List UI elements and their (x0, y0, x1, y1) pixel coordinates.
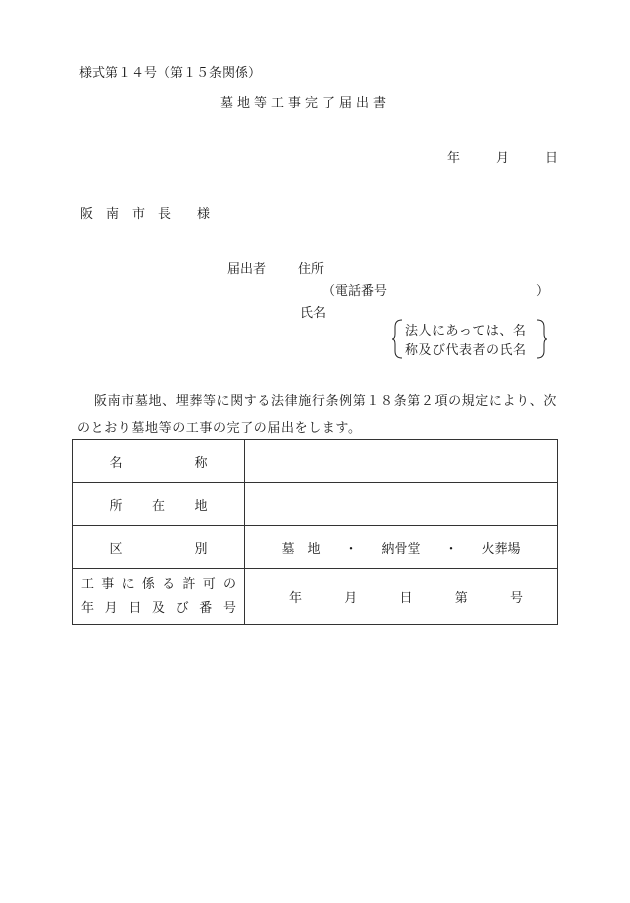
kind-separator: ・ (444, 541, 458, 557)
name-label: 氏名 (300, 306, 327, 321)
document-title: 墓地等工事完了届出書 (220, 96, 391, 111)
label-char: 年 (81, 600, 95, 616)
label-char: 係 (141, 576, 155, 592)
label-char: る (162, 576, 176, 592)
permit-label-line1 (81, 573, 236, 597)
date-month: 月 (496, 151, 510, 166)
label-char: 称 (194, 455, 208, 471)
date-day: 日 (545, 151, 559, 166)
label-char: 日 (128, 600, 142, 616)
body-text: 阪南市墓地、埋葬等に関する法律施行条例第１８条第２項の規定により、次のとおり墓地等の工事の完了の届出をします。 (77, 394, 557, 436)
label-char: 所 (109, 498, 123, 514)
permit-row-value[interactable] (245, 569, 558, 625)
addressee: 阪 南 市 長 様 (80, 207, 211, 222)
form-number: 様式第１４号（第１５条関係） (79, 66, 262, 81)
label-char: 可 (202, 576, 216, 592)
name-row-value[interactable] (245, 440, 558, 483)
kind-ossuary: 納骨堂 (381, 541, 421, 557)
date-line (447, 152, 558, 165)
corporate-note (392, 319, 547, 359)
label-char: 及 (151, 600, 165, 616)
label-char: に (121, 576, 135, 592)
label-char: の (222, 576, 236, 592)
location-row-value[interactable] (245, 483, 558, 526)
corporate-note-line1: 法人にあっては、名 (405, 324, 527, 339)
form-table (72, 439, 558, 625)
permit-day: 日 (399, 591, 413, 606)
date-year: 年 (447, 151, 461, 166)
label-char: 名 (109, 455, 123, 471)
applicant-label: 届出者 (227, 262, 267, 277)
label-char: 月 (104, 600, 118, 616)
table-row (73, 569, 558, 625)
permit-label-line2 (81, 597, 236, 621)
phone-close-paren: ） (536, 284, 550, 299)
kind-cemetery: 墓 地 (281, 541, 321, 557)
permit-month: 月 (344, 591, 358, 606)
label-char: 工 (81, 576, 95, 592)
kind-separator: ・ (344, 541, 358, 557)
permit-row-label (73, 569, 245, 625)
location-row-label (73, 483, 245, 526)
table-row (73, 526, 558, 569)
permit-year: 年 (289, 591, 303, 606)
corporate-note-line2: 称及び代表者の氏名 (405, 343, 527, 358)
permit-number-prefix: 第 (454, 591, 468, 606)
label-char: 番 (199, 600, 213, 616)
category-row-value[interactable] (245, 526, 558, 569)
label-char: 号 (222, 600, 236, 616)
name-row-label (73, 440, 245, 483)
label-char: び (175, 600, 189, 616)
table-row (73, 483, 558, 526)
label-char: 区 (109, 541, 123, 557)
label-char: 地 (194, 498, 208, 514)
phone-label: （電話番号 (322, 284, 388, 299)
label-char: 許 (182, 576, 196, 592)
category-row-label (73, 526, 245, 569)
address-label: 住所 (298, 262, 325, 277)
kind-crematorium: 火葬場 (481, 541, 521, 557)
label-char: 在 (151, 498, 165, 514)
table-row (73, 440, 558, 483)
permit-number-suffix: 号 (509, 591, 523, 606)
label-char: 別 (194, 541, 208, 557)
label-char: 事 (101, 576, 115, 592)
